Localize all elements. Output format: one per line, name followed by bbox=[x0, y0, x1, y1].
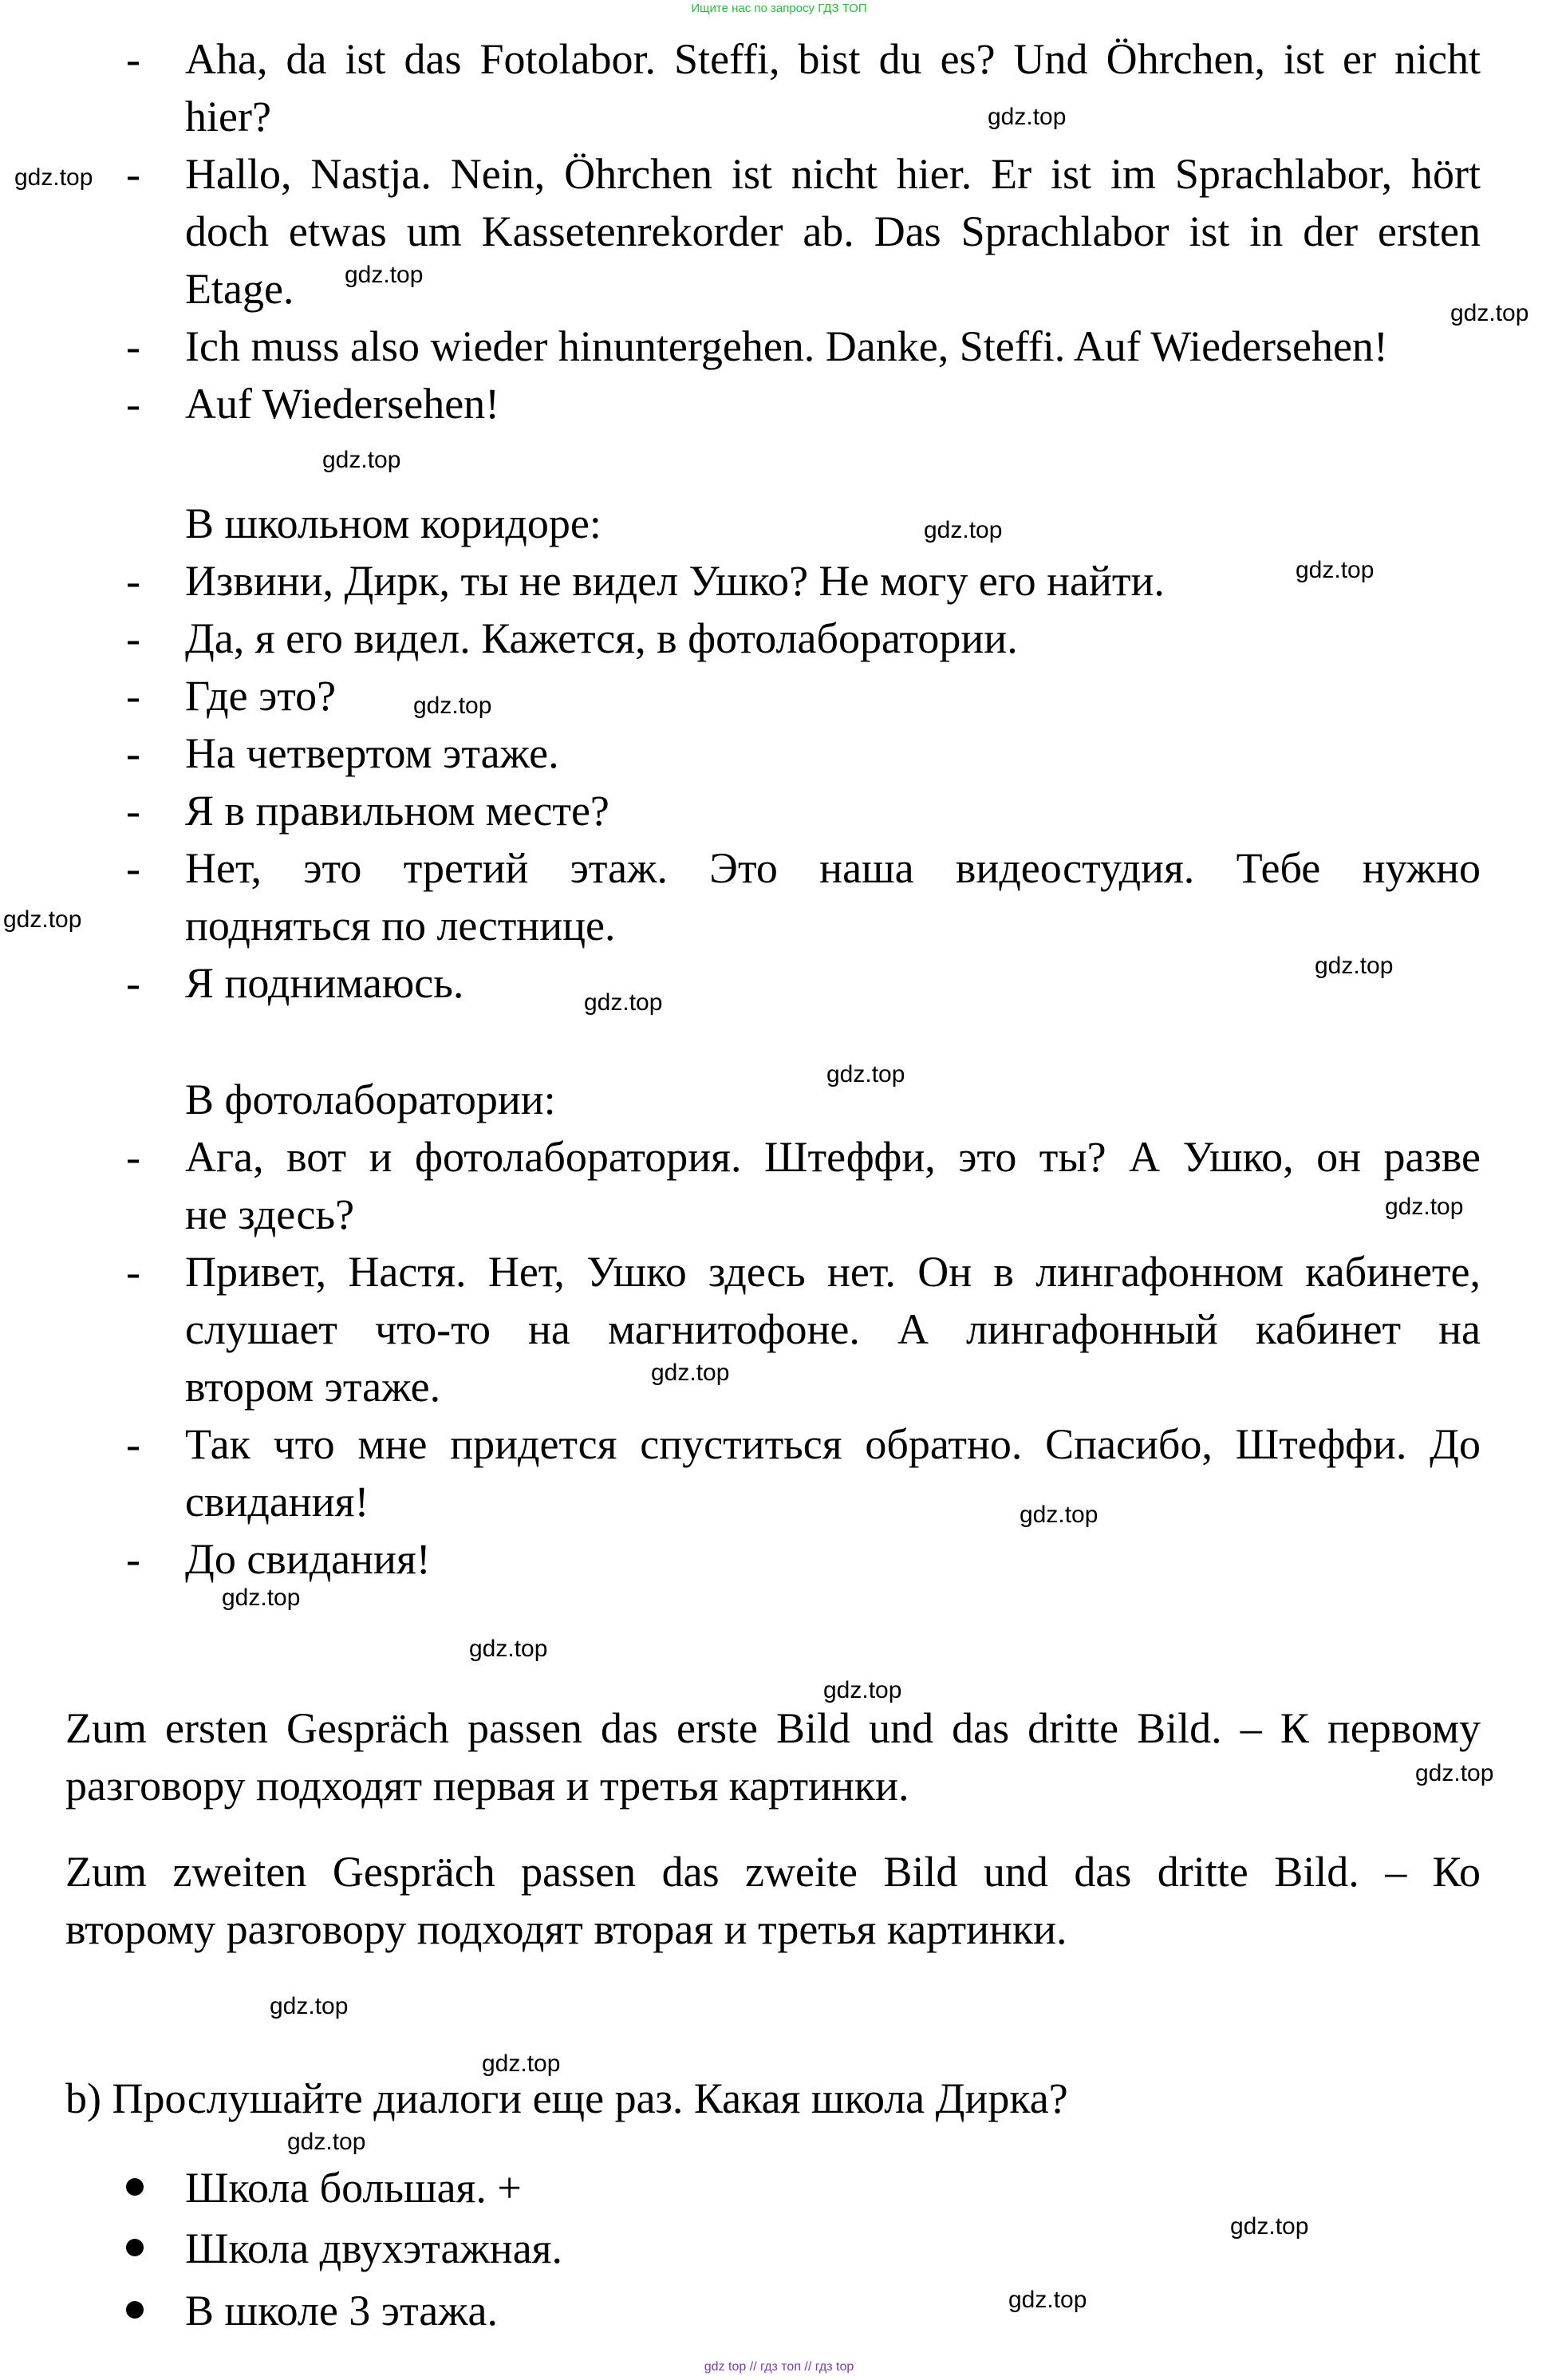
dialog-line: Etage. bbox=[185, 265, 294, 313]
answer-line: разговору подходят первая и третья картинки. bbox=[65, 1762, 909, 1810]
dialog-line: Aha, da ist das Fotolabor. Steffi, bist du es? Und Öhrchen, ist er nicht bbox=[185, 35, 1481, 83]
watermark: gdz.top bbox=[584, 989, 663, 1016]
task-question: b) Прослушайте диалоги еще раз. Какая школа Дирка? bbox=[65, 2074, 1068, 2122]
watermark: gdz.top bbox=[413, 693, 492, 719]
dash-marker: - bbox=[126, 787, 140, 835]
answer-line: Zum ersten Gespräch passen das erste Bild und das dritte Bild. – К первому bbox=[65, 1704, 1481, 1752]
dash-marker: - bbox=[126, 672, 140, 720]
dialog-line: hier? bbox=[185, 93, 271, 140]
option-item: Школа двухэтажная. bbox=[185, 2224, 563, 2272]
dash-marker: - bbox=[126, 959, 140, 1007]
watermark: gdz.top bbox=[651, 1360, 730, 1386]
dialog-line: doch etwas um Kassetenrekorder ab. Das Sprachlabor ist in der ersten bbox=[185, 207, 1481, 255]
watermark: gdz.top bbox=[469, 1636, 548, 1662]
dialog-line: Auf Wiedersehen! bbox=[185, 380, 500, 428]
dialog-line: На четвертом этаже. bbox=[185, 729, 559, 777]
watermark: gdz.top bbox=[1415, 1760, 1494, 1786]
dialog-line: Извини, Дирк, ты не видел Ушко? Не могу его найти. bbox=[185, 557, 1165, 605]
dialog-line: Я поднимаюсь. bbox=[185, 959, 464, 1007]
watermark: gdz.top bbox=[1008, 2287, 1087, 2313]
dash-marker: - bbox=[126, 729, 140, 777]
dash-marker: - bbox=[126, 1535, 140, 1583]
section-heading: В школьном коридоре: bbox=[185, 499, 602, 547]
watermark: gdz.top bbox=[482, 2050, 561, 2077]
watermark: gdz.top bbox=[1230, 2213, 1309, 2240]
option-item: В школе 3 этажа. bbox=[185, 2287, 498, 2335]
dialog-line: слушает что-то на магнитофоне. А лингафонный кабинет на bbox=[185, 1305, 1481, 1353]
dialog-line: втором этаже. bbox=[185, 1363, 441, 1411]
watermark: gdz.top bbox=[222, 1585, 301, 1611]
watermark: gdz.top bbox=[1450, 300, 1529, 326]
watermark: gdz.top bbox=[823, 1677, 902, 1703]
dialog-line: подняться по лестнице. bbox=[185, 902, 616, 949]
dialog-line: не здесь? bbox=[185, 1190, 355, 1238]
watermark: gdz.top bbox=[1385, 1194, 1464, 1220]
dialog-line: Да, я его видел. Кажется, в фотолаборатории. bbox=[185, 614, 1018, 662]
dash-marker: - bbox=[126, 844, 140, 892]
dash-marker: - bbox=[126, 150, 140, 198]
dash-marker: - bbox=[126, 35, 140, 83]
bullet-icon bbox=[126, 2301, 144, 2319]
watermark: gdz.top bbox=[14, 164, 93, 191]
watermark: gdz.top bbox=[1020, 1502, 1098, 1528]
dialog-line: Hallo, Nastja. Nein, Öhrchen ist nicht hier. Er ist im Sprachlabor, hört bbox=[185, 150, 1481, 198]
watermark: gdz.top bbox=[988, 104, 1067, 130]
dialog-line: Нет, это третий этаж. Это наша видеостудия. Тебе нужно bbox=[185, 844, 1481, 892]
watermark: gdz.top bbox=[1296, 557, 1375, 583]
dash-marker: - bbox=[126, 1420, 140, 1468]
dialog-line: Ich muss also wieder hinuntergehen. Danke, Steffi. Auf Wiedersehen! bbox=[185, 322, 1388, 370]
watermark: gdz.top bbox=[287, 2129, 366, 2155]
dialog-line: Где это? bbox=[185, 672, 337, 720]
dialog-line: Так что мне придется спуститься обратно. Спасибо, Штеффи. До bbox=[185, 1420, 1481, 1468]
option-item: Школа большая. + bbox=[185, 2164, 522, 2212]
dash-marker: - bbox=[126, 557, 140, 605]
dash-marker: - bbox=[126, 614, 140, 662]
dash-marker: - bbox=[126, 1133, 140, 1181]
watermark: gdz.top bbox=[826, 1061, 905, 1087]
section-heading: В фотолаборатории: bbox=[185, 1076, 556, 1123]
bullet-icon bbox=[126, 2178, 144, 2196]
bullet-icon bbox=[126, 2239, 144, 2256]
watermark: gdz.top bbox=[3, 906, 82, 933]
search-banner[interactable]: Ищите нас по запросу ГДЗ ТОП bbox=[691, 2, 867, 15]
answer-line: Zum zweiten Gespräch passen das zweite Bild und das dritte Bild. – Ко bbox=[65, 1848, 1481, 1896]
watermark: gdz.top bbox=[345, 262, 424, 288]
watermark: gdz.top bbox=[924, 517, 1003, 543]
dialog-line: свидания! bbox=[185, 1478, 369, 1525]
dialog-line: Привет, Настя. Нет, Ушко здесь нет. Он в лингафонном кабинете, bbox=[185, 1248, 1481, 1296]
dash-marker: - bbox=[126, 380, 140, 428]
dash-marker: - bbox=[126, 1248, 140, 1296]
dialog-line: Я в правильном месте? bbox=[185, 787, 609, 835]
watermark: gdz.top bbox=[270, 1993, 349, 2019]
answer-line: второму разговору подходят вторая и третья картинки. bbox=[65, 1905, 1067, 1953]
watermark: gdz.top bbox=[1315, 953, 1394, 979]
dialog-line: Ага, вот и фотолаборатория. Штеффи, это ты? А Ушко, он разве bbox=[185, 1133, 1481, 1181]
dialog-line: До свидания! bbox=[185, 1535, 431, 1583]
footer-links[interactable]: gdz top // гдз топ // гдз top bbox=[704, 2360, 854, 2374]
dash-marker: - bbox=[126, 322, 140, 370]
watermark: gdz.top bbox=[322, 447, 401, 473]
